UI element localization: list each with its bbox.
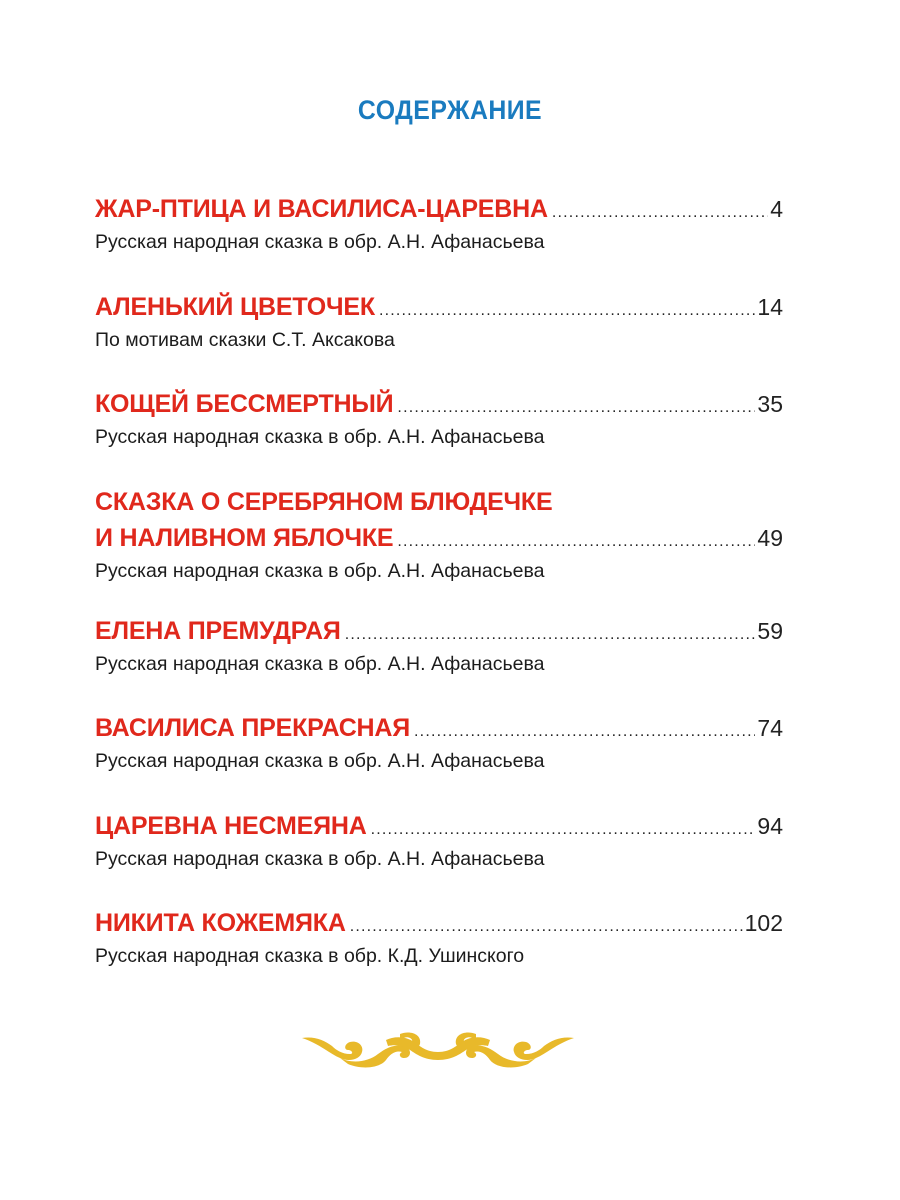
toc-entry[interactable] [95, 289, 783, 355]
toc-entry-page-number[interactable]: 49 [757, 525, 783, 551]
toc-entry-title-line [95, 905, 783, 941]
toc-entry-subtitle: Русская народная сказка в обр. А.Н. Афанасьева [95, 426, 545, 448]
toc-entry-title[interactable]: ЦАРЕВНА НЕСМЕЯНА [95, 812, 367, 840]
toc-entry-subtitle: Русская народная сказка в обр. А.Н. Афанасьева [95, 848, 545, 870]
toc-entry-subtitle: Русская народная сказка в обр. А.Н. Афанасьева [95, 750, 545, 772]
toc-entry-page-number[interactable]: 102 [744, 910, 783, 936]
dot-leader [397, 390, 755, 426]
toc-entry[interactable] [95, 386, 783, 452]
toc-entry-title[interactable]: КОЩЕЙ БЕССМЕРТНЫЙ [95, 390, 394, 418]
toc-entry-title[interactable]: ВАСИЛИСА ПРЕКРАСНАЯ [95, 714, 411, 742]
toc-entry-title-line [95, 191, 783, 227]
toc-entry-title[interactable]: АЛЕНЬКИЙ ЦВЕТОЧЕК [95, 293, 375, 321]
toc-entry-title[interactable]: ЖАР-ПТИЦА И ВАСИЛИСА-ЦАРЕВНА [95, 195, 548, 223]
toc-entry-title-line [95, 386, 783, 422]
toc-entry-title[interactable]: НИКИТА КОЖЕМЯКА [95, 909, 346, 937]
toc-entry[interactable] [95, 710, 783, 776]
ornament-scroll-icon [302, 1028, 574, 1068]
dot-leader [379, 293, 755, 329]
toc-entry-title-line [95, 808, 783, 844]
dot-leader [397, 524, 755, 560]
dot-leader [350, 909, 743, 945]
dot-leader [371, 812, 756, 848]
toc-entry-subtitle: Русская народная сказка в обр. А.Н. Афанасьева [95, 560, 545, 582]
toc-entry[interactable] [95, 808, 783, 874]
toc-entry-title-line [95, 289, 783, 325]
toc-entry-title-line [95, 613, 783, 649]
toc-entry-page-number[interactable]: 4 [770, 196, 783, 222]
dot-leader [414, 714, 755, 750]
toc-entry-title-line [95, 710, 783, 746]
dot-leader [552, 195, 768, 231]
toc-entry-title-line [95, 484, 783, 520]
toc-entry-page-number[interactable]: 74 [757, 715, 783, 741]
toc-entry-page-number[interactable]: 14 [757, 294, 783, 320]
toc-entry-subtitle: Русская народная сказка в обр. К.Д. Ушинского [95, 945, 525, 967]
toc-entry-page-number[interactable]: 59 [757, 618, 783, 644]
toc-entry[interactable] [95, 484, 783, 586]
toc-entry-subtitle: По мотивам сказки С.Т. Аксакова [95, 329, 395, 351]
toc-entry-page-number[interactable]: 94 [757, 813, 783, 839]
toc-entry-title[interactable]: ЕЛЕНА ПРЕМУДРАЯ [95, 617, 341, 645]
toc-entry[interactable] [95, 613, 783, 679]
toc-entry[interactable] [95, 191, 783, 257]
toc-entry-subtitle: Русская народная сказка в обр. А.Н. Афанасьева [95, 231, 545, 253]
page-title: СОДЕРЖАНИЕ [357, 95, 543, 125]
toc-entry-title[interactable]: И НАЛИВНОМ ЯБЛОЧКЕ [95, 524, 394, 552]
toc-entry-title-line1[interactable]: СКАЗКА О СЕРЕБРЯНОМ БЛЮДЕЧКЕ [95, 488, 553, 516]
toc-entry-subtitle: Русская народная сказка в обр. А.Н. Афанасьева [95, 653, 545, 675]
toc-entry-title-line [95, 520, 783, 556]
toc-entry[interactable] [95, 905, 783, 971]
toc-entry-page-number[interactable]: 35 [757, 391, 783, 417]
dot-leader [345, 617, 756, 653]
